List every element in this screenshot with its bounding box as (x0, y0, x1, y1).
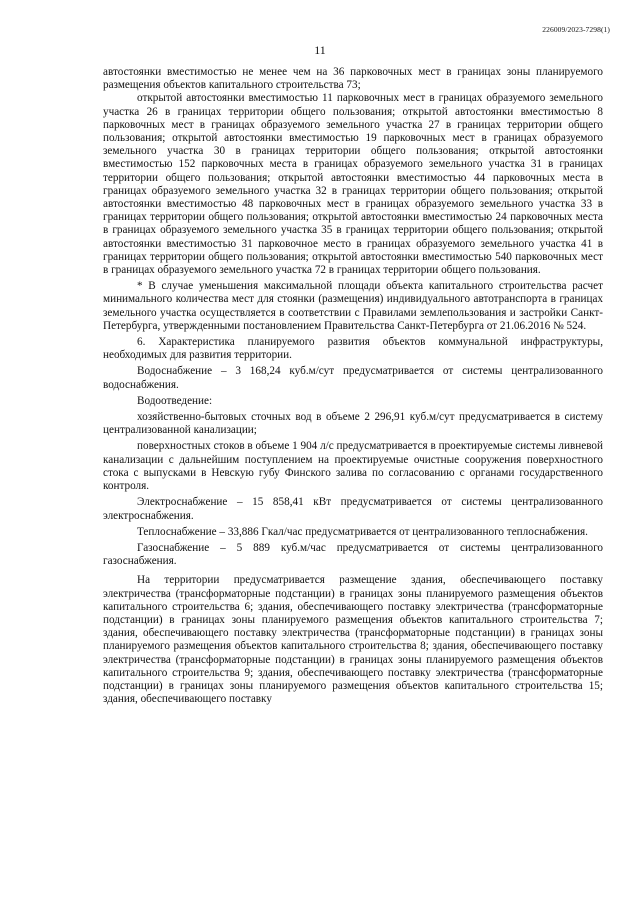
paragraph-open-parking-lots: открытой автостоянки вместимостью 11 парковочных мест в границах образуемого земельного участка 26 в границах территории общего пользования; открытой автостоянки вместимостью 8 парковочных мест в границах образуемого земельного участка 27 в границах территории общего пользования; открытой автостоянки вместимостью 19 парковочных мест в границах образуемого земельного участка 30 в границах территории общего пользования; открытой автостоянки вместимостью 152 парковочных места в границах образуемого земельного участка 31 в границах территории общего пользования; открытой автостоянки вместимостью 44 парковочных места в границах образуемого земельного участка 32 в границах территории общего пользования; открытой автостоянки вместимостью 48 парковочных мест в границах образуемого земельного участка 33 в границах территории общего пользования; открытой автостоянки вместимостью 24 парковочных места в границах образуемого земельного участка 35 в границах территории общего пользования; открытой автостоянки вместимостью 31 парковочное место в границах образуемого земельного участка 41 в границах территории общего пользования; открытой автостоянки вместимостью 540 парковочных мест в границах образуемого земельного участка 72 в границах территории общего пользования. (103, 92, 603, 277)
paragraph-gas-supply: Газоснабжение – 5 889 куб.м/час предусматривается от системы централизованного газоснабжения. (103, 541, 603, 568)
paragraph-drainage-heading: Водоотведение: (137, 394, 213, 407)
document-number: 226009/2023-7298(1) (542, 25, 610, 34)
paragraph-heat-supply: Теплоснабжение – 33,886 Гкал/час предусматривается от централизованного теплоснабжения. (137, 525, 588, 538)
paragraph-parking-zone-73: автостоянки вместимостью не менее чем на 36 парковочных мест в границах зоны планируемого размещения объектов капитального строительства 73; (103, 66, 603, 92)
paragraph-surface-runoff: поверхностных стоков в объеме 1 904 л/с предусматривается в проектируемые системы ливневой канализации с дальнейшим поступлением на проектируемые очистные сооружения поверхностного стока с выпусками в Невскую губу Финского залива по согласованию с органами государственного контроля. (103, 440, 603, 493)
paragraph-domestic-wastewater: хозяйственно-бытовых сточных вод в объеме 2 296,91 куб.м/сут предусматривается в систему централизованной канализации; (103, 411, 603, 437)
page-number: 11 (314, 43, 326, 57)
paragraph-section-6-heading: 6. Характеристика планируемого развития объектов коммунальной инфраструктуры, необходимых для развития территории. (103, 336, 603, 362)
paragraph-water-supply: Водоснабжение – 3 168,24 куб.м/сут предусматривается от системы централизованного водоснабжения. (103, 365, 603, 391)
paragraph-footnote-parking-calculation: * В случае уменьшения максимальной площади объекта капитального строительства расчет минимального количества мест для стоянки (размещения) индивидуального автотранспорта в границах земельного участка осуществляется в соответствии с Правилами землепользования и застройки Санкт-Петербурга, утвержденными постановлением Правительства Санкт-Петербурга от 21.06.2016 № 524. (103, 280, 603, 332)
document-body (103, 66, 603, 706)
paragraph-electricity-supply: Электроснабжение – 15 858,41 кВт предусматривается от системы централизованного электроснабжения. (103, 496, 603, 522)
paragraph-transformer-substations: На территории предусматривается размещение здания, обеспечивающего поставку электричества (трансформаторные подстанции) в границах зоны планируемого размещения объектов капитального строительства 6; здания, обеспечивающего поставку электричества (трансформаторные подстанции) в границах зоны планируемого размещения объектов капитального строительства 7; здания, обеспечивающего поставку электричества (трансформаторные подстанции) в границах зоны планируемого размещения объектов капитального строительства 8; здания, обеспечивающего поставку электричества (трансформаторные подстанции) в границах зоны планируемого размещения объектов капитального строительства 9; здания, обеспечивающего поставку электричества (трансформаторные подстанции) в границах зоны планируемого размещения объектов капитального строительства 15; здания, обеспечивающего поставку (103, 574, 603, 706)
